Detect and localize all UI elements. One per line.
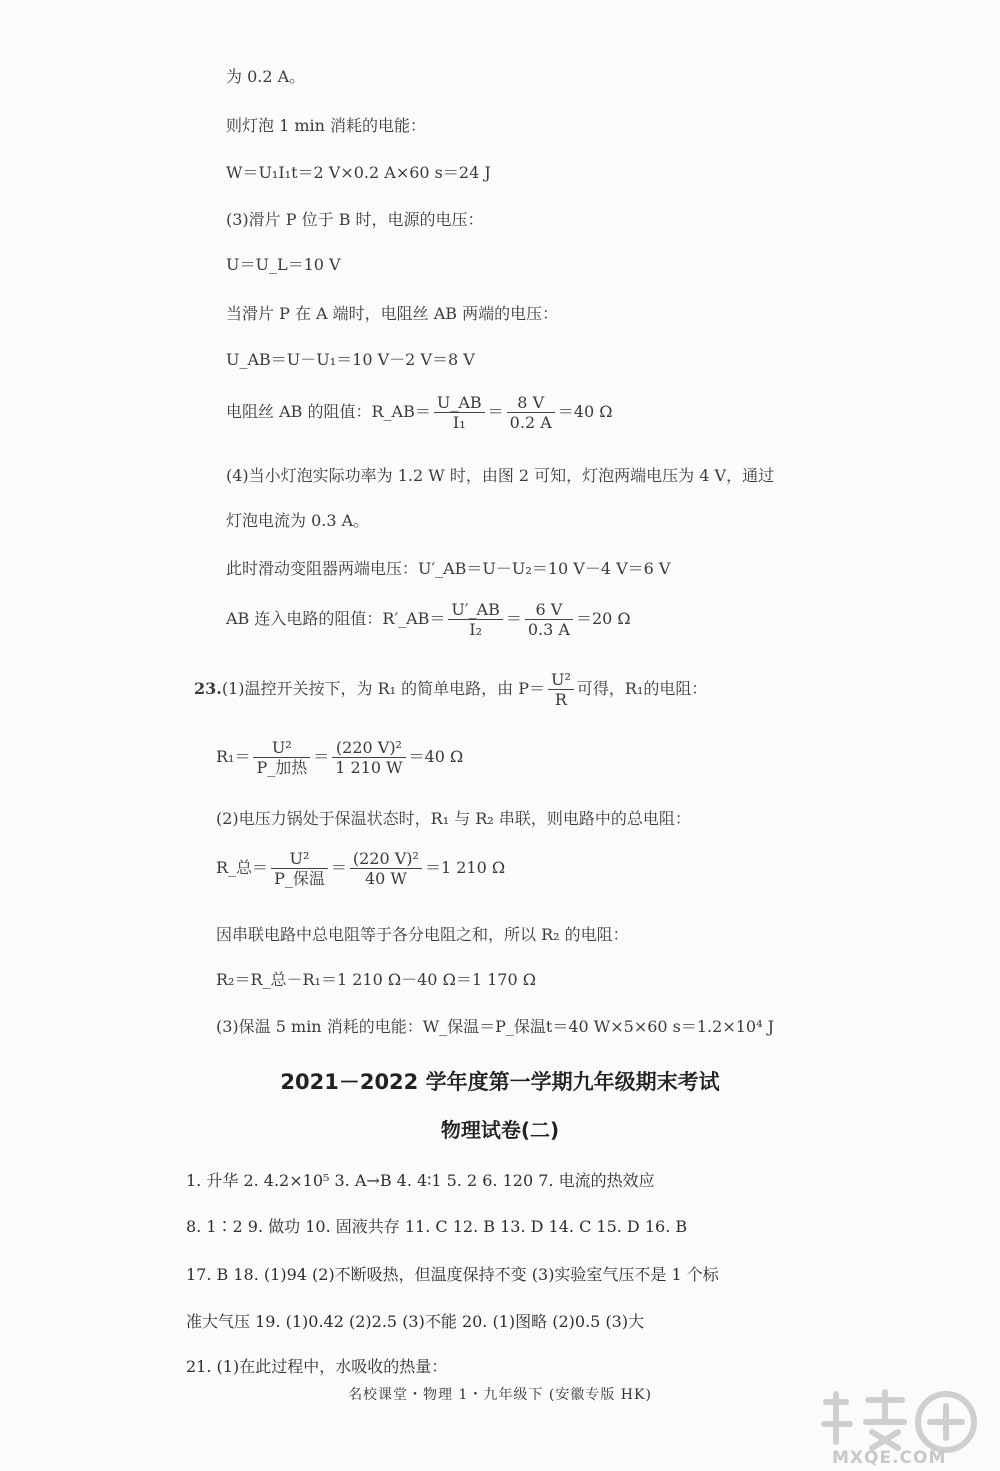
equation-text: ＝ — [330, 858, 347, 877]
text-line: 为 0.2 A。 — [226, 67, 306, 86]
answer-line: 1. 升华 2. 4.2×10⁵ 3. A→B 4. 4∶1 5. 2 6. 120 7. 电流的热效应 — [186, 1171, 655, 1190]
equation-text: R₁＝ — [216, 747, 251, 766]
fraction — [271, 849, 328, 888]
fraction — [507, 393, 555, 432]
fraction-numerator: (220 V)² — [332, 738, 405, 758]
equation-text: ＝ — [505, 609, 522, 628]
fraction-numerator: U′_AB — [448, 600, 502, 620]
equation-text: AB 连入电路的阻值：R′_AB＝ — [226, 609, 446, 628]
equation-line — [216, 738, 463, 777]
fraction-denominator: 1 210 W — [335, 758, 403, 777]
fraction — [350, 849, 422, 888]
text-line: 则灯泡 1 min 消耗的电能： — [226, 116, 427, 135]
question-number: 23. — [194, 679, 222, 698]
fraction-numerator: U_AB — [434, 393, 485, 413]
fraction-numerator: 6 V — [525, 600, 573, 620]
text-line: (3)滑片 P 位于 B 时，电源的电压： — [226, 210, 484, 229]
answer-line: 17. B 18. (1)94 (2)不断吸热，但温度保持不变 (3)实验室气压不是 1 个标 — [186, 1265, 719, 1284]
fraction-numerator: U² — [271, 849, 328, 869]
equation-text: (1)温控开关按下，为 R₁ 的简单电路，由 P＝ — [221, 679, 545, 698]
equation-text: ＝40 Ω — [557, 402, 613, 421]
equation-line: 此时滑动变阻器两端电压：U′_AB＝U－U₂＝10 V－4 V＝6 V — [226, 559, 671, 578]
fraction-numerator: U² — [548, 670, 574, 690]
fraction — [548, 670, 574, 709]
fraction — [434, 393, 485, 432]
equation-line: U＝U_L＝10 V — [226, 255, 341, 274]
equation-text: ＝20 Ω — [575, 609, 631, 628]
fraction — [525, 600, 573, 639]
equation-line: R₂＝R_总－R₁＝1 210 Ω－40 Ω＝1 170 Ω — [216, 970, 536, 989]
fraction-numerator: U² — [253, 738, 310, 758]
equation-text: 可得，R₁的电阻： — [576, 679, 708, 698]
equation-line — [226, 393, 612, 432]
answer-line: 21. (1)在此过程中，水吸收的热量： — [186, 1357, 448, 1376]
fraction-numerator: 8 V — [507, 393, 555, 413]
equation-line: U_AB＝U－U₁＝10 V－2 V＝8 V — [226, 350, 475, 369]
fraction-denominator: 0.2 A — [509, 413, 552, 432]
equation-text: ＝40 Ω — [408, 747, 464, 766]
equation-line — [226, 600, 631, 639]
page-footer: 名校课堂・物理 1・九年级下 (安徽专版 HK) — [348, 1387, 652, 1403]
answer-line: 准大气压 19. (1)0.42 (2)2.5 (3)不能 20. (1)图略 (2)0.5 (3)大 — [186, 1312, 645, 1331]
text-line: (2)电压力锅处于保温状态时，R₁ 与 R₂ 串联，则电路中的总电阻： — [216, 809, 691, 828]
answer-line: 8. 1∶2 9. 做功 10. 固液共存 11. C 12. B 13. D 14. C 15. D 16. B — [186, 1217, 688, 1236]
text-line: 因串联电路中总电阻等于各分电阻之和，所以 R₂ 的电阻： — [216, 925, 629, 944]
section-subtitle: 物理试卷(二) — [440, 1118, 560, 1142]
equation-text: ＝ — [487, 402, 504, 421]
equation-line: (3)保温 5 min 消耗的电能：W_保温＝P_保温t＝40 W×5×60 s＝1.2×10⁴ J — [216, 1017, 775, 1036]
fraction-denominator: P_加热 — [256, 758, 308, 777]
fraction — [253, 738, 310, 777]
equation-text: R_总＝ — [216, 858, 269, 877]
fraction-denominator: P_保温 — [274, 869, 325, 888]
fraction-denominator: R — [554, 690, 567, 709]
watermark-site: MXQE.COM — [832, 1448, 947, 1468]
fraction-numerator: (220 V)² — [350, 849, 422, 869]
fraction — [332, 738, 405, 777]
fraction-denominator: 0.3 A — [527, 620, 570, 639]
fraction-denominator: 40 W — [364, 869, 407, 888]
equation-text: ＝1 210 Ω — [424, 858, 506, 877]
fraction — [448, 600, 502, 639]
fraction-denominator: I₁ — [452, 413, 466, 432]
equation-line: W＝U₁I₁t＝2 V×0.2 A×60 s＝24 J — [226, 163, 491, 182]
text-line: 灯泡电流为 0.3 A。 — [226, 511, 370, 530]
text-line: (4)当小灯泡实际功率为 1.2 W 时，由图 2 可知，灯泡两端电压为 4 V，通过 — [226, 466, 775, 485]
text-line: 当滑片 P 在 A 端时，电阻丝 AB 两端的电压： — [226, 304, 559, 323]
section-title: 2021－2022 学年度第一学期九年级期末考试 — [280, 1070, 720, 1094]
equation-line — [216, 849, 505, 888]
equation-line — [194, 670, 707, 709]
equation-text: 电阻丝 AB 的阻值：R_AB＝ — [226, 402, 431, 421]
fraction-denominator: I₂ — [469, 620, 482, 639]
equation-text: ＝ — [313, 747, 330, 766]
